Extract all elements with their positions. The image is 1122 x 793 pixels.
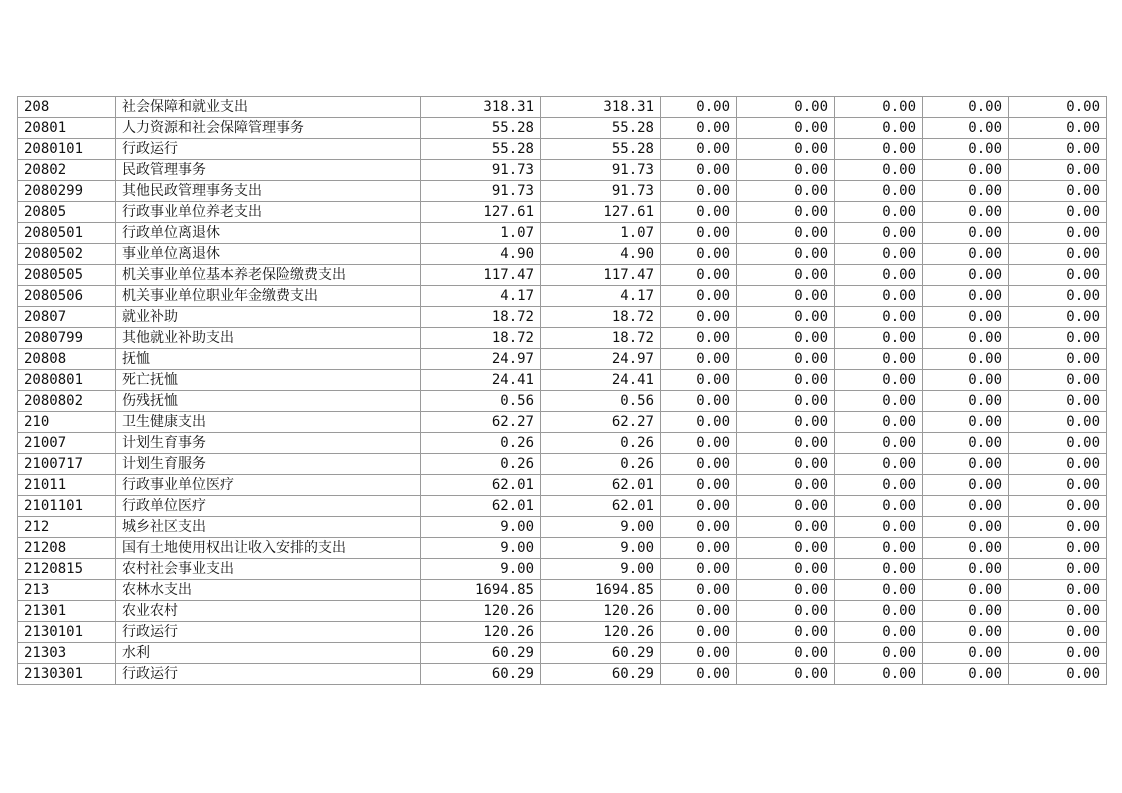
subject-code-cell: 21208: [18, 538, 116, 559]
col5-value-cell: 0.00: [835, 370, 923, 391]
subject-code-cell: 21303: [18, 643, 116, 664]
subject-name-cell: 抚恤: [116, 349, 421, 370]
subject-name-cell: 机关事业单位职业年金缴费支出: [116, 286, 421, 307]
col4-value-cell: 0.00: [737, 433, 835, 454]
col3-value-cell: 0.00: [661, 181, 737, 202]
col4-value-cell: 0.00: [737, 664, 835, 685]
subject-code-cell: 2080502: [18, 244, 116, 265]
col4-value-cell: 0.00: [737, 286, 835, 307]
subtotal-value-cell: 18.72: [541, 307, 661, 328]
subject-code-cell: 21301: [18, 601, 116, 622]
total-value-cell: 0.26: [421, 454, 541, 475]
table-row: [18, 391, 1107, 412]
col3-value-cell: 0.00: [661, 517, 737, 538]
col7-value-cell: 0.00: [1009, 202, 1107, 223]
col4-value-cell: 0.00: [737, 223, 835, 244]
total-value-cell: 18.72: [421, 328, 541, 349]
col4-value-cell: 0.00: [737, 580, 835, 601]
col6-value-cell: 0.00: [923, 160, 1009, 181]
table-row: [18, 286, 1107, 307]
col5-value-cell: 0.00: [835, 496, 923, 517]
total-value-cell: 62.01: [421, 475, 541, 496]
table-row: [18, 475, 1107, 496]
subtotal-value-cell: 127.61: [541, 202, 661, 223]
total-value-cell: 9.00: [421, 559, 541, 580]
subject-code-cell: 2080506: [18, 286, 116, 307]
col6-value-cell: 0.00: [923, 370, 1009, 391]
col3-value-cell: 0.00: [661, 244, 737, 265]
subject-name-cell: 计划生育服务: [116, 454, 421, 475]
col4-value-cell: 0.00: [737, 265, 835, 286]
total-value-cell: 24.41: [421, 370, 541, 391]
col3-value-cell: 0.00: [661, 265, 737, 286]
col6-value-cell: 0.00: [923, 559, 1009, 580]
subtotal-value-cell: 62.27: [541, 412, 661, 433]
subtotal-value-cell: 24.97: [541, 349, 661, 370]
col7-value-cell: 0.00: [1009, 349, 1107, 370]
table-row: [18, 181, 1107, 202]
col6-value-cell: 0.00: [923, 433, 1009, 454]
subject-code-cell: 2130301: [18, 664, 116, 685]
col4-value-cell: 0.00: [737, 454, 835, 475]
col6-value-cell: 0.00: [923, 286, 1009, 307]
subject-code-cell: 2120815: [18, 559, 116, 580]
subject-name-cell: 行政事业单位养老支出: [116, 202, 421, 223]
table-row: [18, 622, 1107, 643]
col5-value-cell: 0.00: [835, 475, 923, 496]
col4-value-cell: 0.00: [737, 496, 835, 517]
subtotal-value-cell: 55.28: [541, 139, 661, 160]
table-row: [18, 496, 1107, 517]
col5-value-cell: 0.00: [835, 244, 923, 265]
table-row: [18, 580, 1107, 601]
total-value-cell: 120.26: [421, 622, 541, 643]
subject-name-cell: 行政单位医疗: [116, 496, 421, 517]
col7-value-cell: 0.00: [1009, 181, 1107, 202]
col6-value-cell: 0.00: [923, 307, 1009, 328]
col3-value-cell: 0.00: [661, 307, 737, 328]
col6-value-cell: 0.00: [923, 97, 1009, 118]
total-value-cell: 55.28: [421, 139, 541, 160]
col5-value-cell: 0.00: [835, 97, 923, 118]
col5-value-cell: 0.00: [835, 580, 923, 601]
total-value-cell: 55.28: [421, 118, 541, 139]
table-row: [18, 265, 1107, 286]
col5-value-cell: 0.00: [835, 286, 923, 307]
subject-name-cell: 城乡社区支出: [116, 517, 421, 538]
col7-value-cell: 0.00: [1009, 664, 1107, 685]
subject-name-cell: 其他就业补助支出: [116, 328, 421, 349]
total-value-cell: 1.07: [421, 223, 541, 244]
table-row: [18, 664, 1107, 685]
col3-value-cell: 0.00: [661, 118, 737, 139]
table-row: [18, 349, 1107, 370]
col4-value-cell: 0.00: [737, 307, 835, 328]
col3-value-cell: 0.00: [661, 496, 737, 517]
col3-value-cell: 0.00: [661, 139, 737, 160]
subject-name-cell: 水利: [116, 643, 421, 664]
subject-name-cell: 就业补助: [116, 307, 421, 328]
col7-value-cell: 0.00: [1009, 286, 1107, 307]
table-row: [18, 601, 1107, 622]
col7-value-cell: 0.00: [1009, 496, 1107, 517]
col5-value-cell: 0.00: [835, 328, 923, 349]
col5-value-cell: 0.00: [835, 139, 923, 160]
col5-value-cell: 0.00: [835, 307, 923, 328]
total-value-cell: 1694.85: [421, 580, 541, 601]
col3-value-cell: 0.00: [661, 97, 737, 118]
total-value-cell: 9.00: [421, 517, 541, 538]
subtotal-value-cell: 60.29: [541, 643, 661, 664]
total-value-cell: 62.01: [421, 496, 541, 517]
subject-code-cell: 20808: [18, 349, 116, 370]
col3-value-cell: 0.00: [661, 202, 737, 223]
subject-name-cell: 行政运行: [116, 664, 421, 685]
subject-name-cell: 死亡抚恤: [116, 370, 421, 391]
subject-code-cell: 2080802: [18, 391, 116, 412]
col3-value-cell: 0.00: [661, 433, 737, 454]
budget-expenditure-table: [17, 96, 1107, 685]
subject-code-cell: 2101101: [18, 496, 116, 517]
total-value-cell: 127.61: [421, 202, 541, 223]
total-value-cell: 0.56: [421, 391, 541, 412]
subtotal-value-cell: 318.31: [541, 97, 661, 118]
col7-value-cell: 0.00: [1009, 433, 1107, 454]
col3-value-cell: 0.00: [661, 622, 737, 643]
subtotal-value-cell: 18.72: [541, 328, 661, 349]
col6-value-cell: 0.00: [923, 349, 1009, 370]
col3-value-cell: 0.00: [661, 580, 737, 601]
table-body: [18, 97, 1107, 685]
col7-value-cell: 0.00: [1009, 454, 1107, 475]
col6-value-cell: 0.00: [923, 475, 1009, 496]
col4-value-cell: 0.00: [737, 181, 835, 202]
col6-value-cell: 0.00: [923, 391, 1009, 412]
col5-value-cell: 0.00: [835, 664, 923, 685]
col7-value-cell: 0.00: [1009, 139, 1107, 160]
subtotal-value-cell: 62.01: [541, 475, 661, 496]
col3-value-cell: 0.00: [661, 160, 737, 181]
col5-value-cell: 0.00: [835, 622, 923, 643]
table-row: [18, 433, 1107, 454]
subject-code-cell: 2080501: [18, 223, 116, 244]
subject-code-cell: 20807: [18, 307, 116, 328]
subtotal-value-cell: 117.47: [541, 265, 661, 286]
col3-value-cell: 0.00: [661, 286, 737, 307]
col4-value-cell: 0.00: [737, 538, 835, 559]
subject-name-cell: 行政事业单位医疗: [116, 475, 421, 496]
col4-value-cell: 0.00: [737, 643, 835, 664]
col5-value-cell: 0.00: [835, 118, 923, 139]
subject-code-cell: 2080299: [18, 181, 116, 202]
col6-value-cell: 0.00: [923, 643, 1009, 664]
col5-value-cell: 0.00: [835, 433, 923, 454]
subject-code-cell: 21007: [18, 433, 116, 454]
col5-value-cell: 0.00: [835, 349, 923, 370]
col4-value-cell: 0.00: [737, 475, 835, 496]
col3-value-cell: 0.00: [661, 412, 737, 433]
col7-value-cell: 0.00: [1009, 601, 1107, 622]
col5-value-cell: 0.00: [835, 412, 923, 433]
col4-value-cell: 0.00: [737, 412, 835, 433]
col3-value-cell: 0.00: [661, 559, 737, 580]
col4-value-cell: 0.00: [737, 601, 835, 622]
col5-value-cell: 0.00: [835, 454, 923, 475]
subtotal-value-cell: 91.73: [541, 160, 661, 181]
col7-value-cell: 0.00: [1009, 622, 1107, 643]
subject-code-cell: 2080101: [18, 139, 116, 160]
subtotal-value-cell: 91.73: [541, 181, 661, 202]
col5-value-cell: 0.00: [835, 202, 923, 223]
subtotal-value-cell: 9.00: [541, 517, 661, 538]
table-row: [18, 517, 1107, 538]
col5-value-cell: 0.00: [835, 391, 923, 412]
total-value-cell: 24.97: [421, 349, 541, 370]
col3-value-cell: 0.00: [661, 538, 737, 559]
subtotal-value-cell: 9.00: [541, 559, 661, 580]
col4-value-cell: 0.00: [737, 349, 835, 370]
col7-value-cell: 0.00: [1009, 328, 1107, 349]
col7-value-cell: 0.00: [1009, 97, 1107, 118]
total-value-cell: 9.00: [421, 538, 541, 559]
col7-value-cell: 0.00: [1009, 307, 1107, 328]
subject-code-cell: 208: [18, 97, 116, 118]
col4-value-cell: 0.00: [737, 97, 835, 118]
col7-value-cell: 0.00: [1009, 160, 1107, 181]
col4-value-cell: 0.00: [737, 622, 835, 643]
total-value-cell: 120.26: [421, 601, 541, 622]
col7-value-cell: 0.00: [1009, 265, 1107, 286]
subject-name-cell: 国有土地使用权出让收入安排的支出: [116, 538, 421, 559]
subtotal-value-cell: 1694.85: [541, 580, 661, 601]
col4-value-cell: 0.00: [737, 517, 835, 538]
subtotal-value-cell: 60.29: [541, 664, 661, 685]
col4-value-cell: 0.00: [737, 328, 835, 349]
subject-code-cell: 20802: [18, 160, 116, 181]
subtotal-value-cell: 120.26: [541, 622, 661, 643]
col7-value-cell: 0.00: [1009, 370, 1107, 391]
col7-value-cell: 0.00: [1009, 244, 1107, 265]
col6-value-cell: 0.00: [923, 223, 1009, 244]
total-value-cell: 60.29: [421, 664, 541, 685]
subject-name-cell: 农村社会事业支出: [116, 559, 421, 580]
col7-value-cell: 0.00: [1009, 559, 1107, 580]
total-value-cell: 91.73: [421, 160, 541, 181]
col4-value-cell: 0.00: [737, 139, 835, 160]
col3-value-cell: 0.00: [661, 391, 737, 412]
col6-value-cell: 0.00: [923, 664, 1009, 685]
col3-value-cell: 0.00: [661, 349, 737, 370]
col3-value-cell: 0.00: [661, 454, 737, 475]
col3-value-cell: 0.00: [661, 223, 737, 244]
col3-value-cell: 0.00: [661, 601, 737, 622]
col7-value-cell: 0.00: [1009, 391, 1107, 412]
subtotal-value-cell: 24.41: [541, 370, 661, 391]
col3-value-cell: 0.00: [661, 328, 737, 349]
subject-name-cell: 行政单位离退休: [116, 223, 421, 244]
table-row: [18, 559, 1107, 580]
subject-code-cell: 210: [18, 412, 116, 433]
total-value-cell: 60.29: [421, 643, 541, 664]
col5-value-cell: 0.00: [835, 559, 923, 580]
col7-value-cell: 0.00: [1009, 223, 1107, 244]
col3-value-cell: 0.00: [661, 370, 737, 391]
subtotal-value-cell: 120.26: [541, 601, 661, 622]
table-row: [18, 160, 1107, 181]
table-row: [18, 643, 1107, 664]
total-value-cell: 91.73: [421, 181, 541, 202]
subject-name-cell: 计划生育事务: [116, 433, 421, 454]
total-value-cell: 18.72: [421, 307, 541, 328]
col3-value-cell: 0.00: [661, 643, 737, 664]
subtotal-value-cell: 0.26: [541, 433, 661, 454]
subject-code-cell: 21011: [18, 475, 116, 496]
subject-name-cell: 其他民政管理事务支出: [116, 181, 421, 202]
table-row: [18, 412, 1107, 433]
col4-value-cell: 0.00: [737, 370, 835, 391]
subtotal-value-cell: 1.07: [541, 223, 661, 244]
col5-value-cell: 0.00: [835, 160, 923, 181]
col7-value-cell: 0.00: [1009, 118, 1107, 139]
col4-value-cell: 0.00: [737, 244, 835, 265]
col4-value-cell: 0.00: [737, 160, 835, 181]
total-value-cell: 0.26: [421, 433, 541, 454]
subject-name-cell: 农业农村: [116, 601, 421, 622]
table-row: [18, 223, 1107, 244]
col4-value-cell: 0.00: [737, 202, 835, 223]
table-row: [18, 118, 1107, 139]
col3-value-cell: 0.00: [661, 664, 737, 685]
col4-value-cell: 0.00: [737, 391, 835, 412]
col7-value-cell: 0.00: [1009, 538, 1107, 559]
subject-code-cell: 2080801: [18, 370, 116, 391]
total-value-cell: 117.47: [421, 265, 541, 286]
total-value-cell: 4.90: [421, 244, 541, 265]
subtotal-value-cell: 0.56: [541, 391, 661, 412]
col6-value-cell: 0.00: [923, 181, 1009, 202]
subject-code-cell: 213: [18, 580, 116, 601]
total-value-cell: 318.31: [421, 97, 541, 118]
table-row: [18, 370, 1107, 391]
col6-value-cell: 0.00: [923, 517, 1009, 538]
subject-name-cell: 事业单位离退休: [116, 244, 421, 265]
subject-code-cell: 2080799: [18, 328, 116, 349]
subject-name-cell: 伤残抚恤: [116, 391, 421, 412]
subtotal-value-cell: 9.00: [541, 538, 661, 559]
subtotal-value-cell: 4.90: [541, 244, 661, 265]
col5-value-cell: 0.00: [835, 643, 923, 664]
total-value-cell: 4.17: [421, 286, 541, 307]
col5-value-cell: 0.00: [835, 181, 923, 202]
col3-value-cell: 0.00: [661, 475, 737, 496]
table-row: [18, 454, 1107, 475]
subtotal-value-cell: 0.26: [541, 454, 661, 475]
table-row: [18, 139, 1107, 160]
table-row: [18, 307, 1107, 328]
col7-value-cell: 0.00: [1009, 475, 1107, 496]
subject-name-cell: 机关事业单位基本养老保险缴费支出: [116, 265, 421, 286]
table-row: [18, 538, 1107, 559]
subject-name-cell: 民政管理事务: [116, 160, 421, 181]
subject-name-cell: 社会保障和就业支出: [116, 97, 421, 118]
col6-value-cell: 0.00: [923, 496, 1009, 517]
subject-code-cell: 2130101: [18, 622, 116, 643]
col6-value-cell: 0.00: [923, 454, 1009, 475]
subtotal-value-cell: 4.17: [541, 286, 661, 307]
col6-value-cell: 0.00: [923, 139, 1009, 160]
col5-value-cell: 0.00: [835, 601, 923, 622]
col6-value-cell: 0.00: [923, 244, 1009, 265]
col7-value-cell: 0.00: [1009, 412, 1107, 433]
col5-value-cell: 0.00: [835, 538, 923, 559]
col6-value-cell: 0.00: [923, 580, 1009, 601]
total-value-cell: 62.27: [421, 412, 541, 433]
col5-value-cell: 0.00: [835, 265, 923, 286]
col5-value-cell: 0.00: [835, 223, 923, 244]
col6-value-cell: 0.00: [923, 538, 1009, 559]
col6-value-cell: 0.00: [923, 202, 1009, 223]
subject-name-cell: 卫生健康支出: [116, 412, 421, 433]
table-row: [18, 97, 1107, 118]
subtotal-value-cell: 55.28: [541, 118, 661, 139]
subject-name-cell: 行政运行: [116, 139, 421, 160]
subject-code-cell: 20805: [18, 202, 116, 223]
subject-name-cell: 行政运行: [116, 622, 421, 643]
col6-value-cell: 0.00: [923, 622, 1009, 643]
col6-value-cell: 0.00: [923, 412, 1009, 433]
subject-code-cell: 20801: [18, 118, 116, 139]
col6-value-cell: 0.00: [923, 265, 1009, 286]
table-row: [18, 244, 1107, 265]
col7-value-cell: 0.00: [1009, 517, 1107, 538]
subject-code-cell: 2100717: [18, 454, 116, 475]
col4-value-cell: 0.00: [737, 118, 835, 139]
subject-name-cell: 农林水支出: [116, 580, 421, 601]
table-row: [18, 328, 1107, 349]
col5-value-cell: 0.00: [835, 517, 923, 538]
subject-code-cell: 2080505: [18, 265, 116, 286]
col7-value-cell: 0.00: [1009, 643, 1107, 664]
subject-name-cell: 人力资源和社会保障管理事务: [116, 118, 421, 139]
subtotal-value-cell: 62.01: [541, 496, 661, 517]
col7-value-cell: 0.00: [1009, 580, 1107, 601]
table-row: [18, 202, 1107, 223]
col6-value-cell: 0.00: [923, 328, 1009, 349]
subject-code-cell: 212: [18, 517, 116, 538]
col6-value-cell: 0.00: [923, 118, 1009, 139]
col6-value-cell: 0.00: [923, 601, 1009, 622]
col4-value-cell: 0.00: [737, 559, 835, 580]
